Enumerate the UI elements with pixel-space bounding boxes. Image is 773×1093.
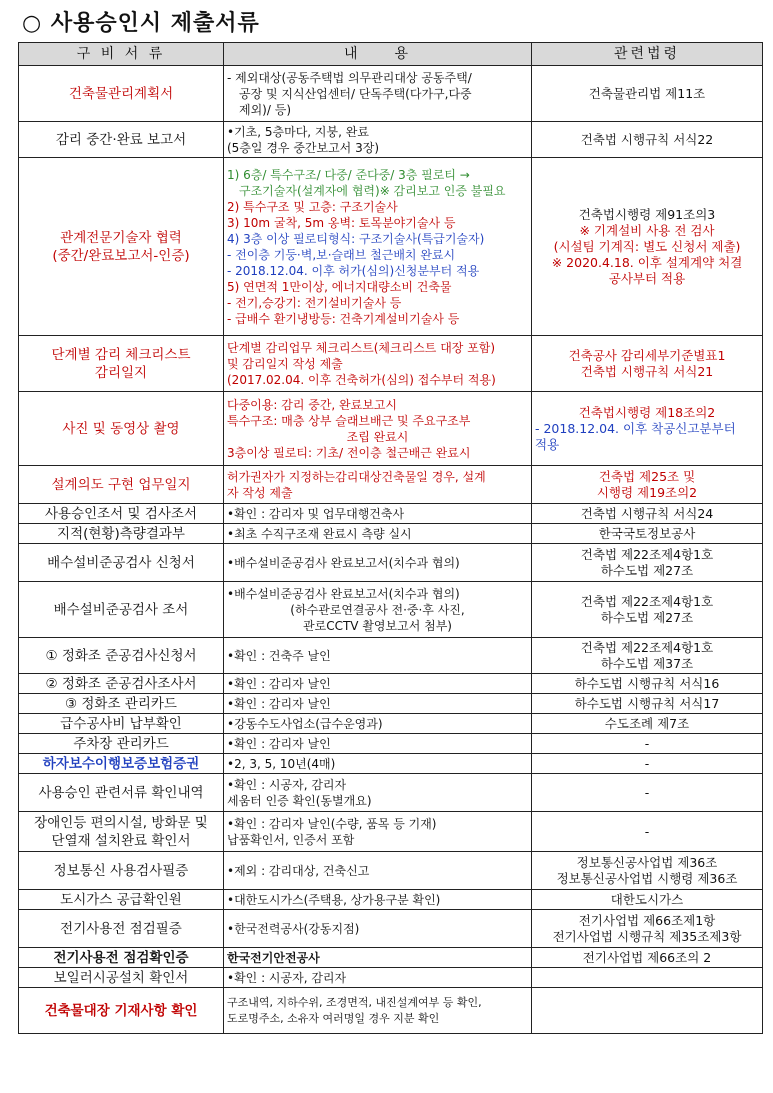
content-cell (224, 754, 532, 774)
content-cell (224, 582, 532, 638)
document-name: ③ 정화조 관리카드 (65, 695, 177, 712)
law-cell (532, 714, 763, 734)
content-line: (2017.02.04. 이후 건축허가(심의) 접수부터 적용) (227, 372, 496, 387)
document-table (18, 42, 763, 1034)
content-line: •확인 : 감리자 날인 (227, 696, 331, 711)
content-cell (224, 638, 532, 674)
law-cell (532, 392, 763, 466)
law-reference: - 2018.12.04. 이후 착공신고분부터 (535, 420, 736, 436)
document-name-cell (19, 336, 224, 392)
table-row (19, 544, 763, 582)
law-reference: 건축법 제22조제4항1호 (580, 546, 714, 562)
law-cell (532, 734, 763, 754)
law-cell (532, 694, 763, 714)
document-name: ② 정화조 준공검사조사서 (45, 675, 197, 692)
law-reference: 건축법시행령 제91조의3 (578, 206, 716, 222)
law-reference: 건축공사 감리세부기준별표1 (568, 347, 726, 363)
law-reference: - (644, 784, 650, 800)
document-name: 장애인등 편의시설, 방화문 및 (34, 814, 208, 831)
content-line: 5) 연면적 1만이상, 에너지대량소비 건축물 (227, 279, 452, 294)
document-name-cell (19, 852, 224, 890)
law-cell (532, 910, 763, 948)
law-reference: ※ 2020.4.18. 이후 설계계약 처결 (551, 254, 743, 270)
header-content: 내 용 (224, 43, 532, 66)
content-line: 제외)/ 등) (239, 102, 291, 117)
document-name: 전기사용전 점검필증 (60, 920, 182, 937)
document-name: 사용승인 관련서류 확인내역 (38, 784, 204, 801)
law-reference: 건축법 제22조제4항1호 (580, 593, 714, 609)
content-line: •확인 : 시공자, 감리자 (227, 777, 347, 792)
law-cell (532, 544, 763, 582)
content-cell (224, 392, 532, 466)
content-line: •한국전력공사(강동지점) (227, 921, 360, 936)
document-name: 지적(현황)측량결과부 (57, 525, 185, 542)
content-line: 4) 3층 이상 필로티형식: 구조기술사(특급기술자) (227, 231, 485, 246)
table-row (19, 694, 763, 714)
content-cell (224, 66, 532, 122)
document-name-cell (19, 504, 224, 524)
page-title: ○ 사용승인시 제출서류 (22, 11, 260, 36)
document-name: 하자보수이행보증보험증권 (42, 755, 200, 772)
content-line: 세움터 인증 확인(동별개요) (227, 793, 372, 808)
law-reference: 대한도시가스 (610, 891, 684, 907)
content-line: 구조기술자(설계자에 협력)※ 감리보고 인증 불필요 (239, 183, 506, 198)
document-name-cell (19, 694, 224, 714)
document-name: 배수설비준공검사 조서 (53, 601, 189, 618)
document-name-cell (19, 774, 224, 812)
content-line: 납품확인서, 인증서 포함 (227, 832, 355, 847)
content-cell (224, 968, 532, 988)
content-line: 2) 특수구조 및 고층: 구조기술사 (227, 199, 398, 214)
document-name: 주차장 관리카드 (73, 735, 169, 752)
law-cell (532, 754, 763, 774)
law-reference: 한국국토정보공사 (598, 525, 696, 541)
table-row (19, 968, 763, 988)
law-reference: 전기사업법 제66조의 2 (582, 949, 712, 965)
law-reference: 하수도법 제37조 (600, 655, 694, 671)
table-row (19, 66, 763, 122)
content-cell (224, 122, 532, 158)
document-name: 급수공사비 납부확인 (60, 715, 182, 732)
table-row (19, 638, 763, 674)
document-name: 감리 중간·완료 보고서 (55, 131, 187, 148)
content-line: •확인 : 감리자 날인 (227, 736, 331, 751)
content-line: 조립 완료시 (346, 429, 409, 444)
content-line: - 제외대상(공동주택법 의무관리대상 공동주택/ (227, 70, 472, 85)
content-line: 3) 10m 굴착, 5m 옹벽: 토목분야기술사 등 (227, 215, 456, 230)
law-reference: 정보통신공사업법 제36조 (576, 854, 718, 870)
document-name-cell (19, 524, 224, 544)
content-line: •강동수도사업소(급수운영과) (227, 716, 383, 731)
law-cell (532, 158, 763, 336)
law-cell (532, 774, 763, 812)
law-cell (532, 582, 763, 638)
table-row (19, 734, 763, 754)
law-reference: 건축법 시행규칙 서식21 (580, 363, 714, 379)
content-line: •제외 : 감리대상, 건축신고 (227, 863, 370, 878)
content-line: •2, 3, 5, 10년(4매) (227, 756, 336, 771)
content-line: 및 감리일지 작성 제출 (227, 356, 343, 371)
document-name-cell (19, 948, 224, 968)
content-cell (224, 504, 532, 524)
content-cell (224, 988, 532, 1034)
table-row (19, 466, 763, 504)
law-reference: 건축법 시행규칙 서식24 (580, 505, 714, 521)
document-name-cell (19, 582, 224, 638)
content-line: (하수관로연결공사 전·중·후 사진, (290, 602, 465, 617)
law-reference: 건축법 제22조제4항1호 (580, 639, 714, 655)
law-cell (532, 948, 763, 968)
content-line: 도로명주소, 소유자 여러명일 경우 지분 확인 (227, 1011, 440, 1025)
document-name: ① 정화조 준공검사신청서 (45, 647, 197, 664)
content-line: •대한도시가스(주택용, 상가용구분 확인) (227, 892, 441, 907)
content-cell (224, 852, 532, 890)
law-reference: (시설팀 기계직: 별도 신청서 제출) (553, 238, 741, 254)
table-header-row (19, 43, 763, 66)
content-line: - 2018.12.04. 이후 허가(심의)신청분부터 적용 (227, 263, 480, 278)
table-row (19, 524, 763, 544)
table-row (19, 504, 763, 524)
content-cell (224, 524, 532, 544)
document-name-cell (19, 714, 224, 734)
document-name: 관계전문기술자 협력 (60, 229, 182, 246)
law-reference: 하수도법 제27조 (600, 562, 694, 578)
law-cell (532, 988, 763, 1034)
content-line: •기초, 5층마다, 지붕, 완료 (227, 124, 369, 139)
content-line: - 전기,승강기: 전기설비기술사 등 (227, 295, 402, 310)
law-reference: 정보통신공사업법 시행령 제36조 (556, 870, 738, 886)
table-row (19, 774, 763, 812)
document-name: (중간/완료보고서-인증) (52, 247, 190, 264)
document-name: 건축물대장 기재사항 확인 (44, 1002, 198, 1019)
content-line: - 급배수 환기냉방등: 건축기계설비기술사 등 (227, 311, 460, 326)
document-name: 사진 및 동영상 촬영 (62, 420, 180, 437)
law-reference: 하수도법 제27조 (600, 609, 694, 625)
law-cell (532, 968, 763, 988)
law-cell (532, 852, 763, 890)
content-line: •확인 : 시공자, 감리자 (227, 970, 347, 985)
content-cell (224, 890, 532, 910)
law-reference: ※ 기계설비 사용 전 검사 (579, 222, 715, 238)
content-line: •최초 수직구조재 완료시 측량 실시 (227, 526, 412, 541)
content-line: 1) 6층/ 특수구조/ 다중/ 준다중/ 3층 필로티 → (227, 167, 470, 182)
document-name-cell (19, 988, 224, 1034)
content-line: 한국전기안전공사 (227, 950, 320, 965)
law-reference: - (644, 735, 650, 751)
law-cell (532, 674, 763, 694)
table-row (19, 392, 763, 466)
document-name-cell (19, 466, 224, 504)
table-row (19, 890, 763, 910)
table-row (19, 948, 763, 968)
content-cell (224, 948, 532, 968)
table-row (19, 674, 763, 694)
document-name-cell (19, 544, 224, 582)
content-line: (5층일 경우 중간보고서 3장) (227, 140, 379, 155)
document-name-cell (19, 674, 224, 694)
content-cell (224, 812, 532, 852)
law-reference: 건축법 시행규칙 서식22 (580, 131, 714, 147)
table-row (19, 336, 763, 392)
table-row (19, 754, 763, 774)
content-line: 단계별 감리업무 체크리스트(체크리스트 대장 포함) (227, 340, 496, 355)
document-name-cell (19, 158, 224, 336)
document-name-cell (19, 66, 224, 122)
content-cell (224, 774, 532, 812)
law-cell (532, 122, 763, 158)
content-line: •확인 : 건축주 날인 (227, 648, 331, 663)
table-row (19, 158, 763, 336)
content-line: 3층이상 필로티: 기초/ 전이층 철근배근 완료시 (227, 445, 471, 460)
content-cell (224, 734, 532, 754)
law-cell (532, 890, 763, 910)
document-name-cell (19, 812, 224, 852)
content-cell (224, 694, 532, 714)
law-reference: 시행령 제19조의2 (596, 484, 698, 500)
content-cell (224, 466, 532, 504)
law-reference: - (644, 755, 650, 771)
document-name-cell (19, 638, 224, 674)
law-cell (532, 504, 763, 524)
table-row (19, 122, 763, 158)
header-law: 관련법령 (532, 43, 763, 66)
law-cell (532, 336, 763, 392)
law-reference: 하수도법 시행규칙 서식17 (574, 695, 720, 711)
content-cell (224, 336, 532, 392)
content-cell (224, 714, 532, 734)
table-row (19, 714, 763, 734)
document-name: 건축물관리계획서 (68, 85, 174, 102)
law-reference: 건축물관리법 제11조 (588, 85, 706, 101)
content-line: 다중이용: 감리 중간, 완료보고시 (227, 397, 397, 412)
table-row (19, 910, 763, 948)
document-name-cell (19, 910, 224, 948)
header-documents: 구 비 서 류 (19, 43, 224, 66)
table-row (19, 582, 763, 638)
document-name-cell (19, 890, 224, 910)
law-cell (532, 466, 763, 504)
law-reference: 적용 (535, 436, 560, 452)
law-reference: 전기사업법 시행규칙 제35조제3항 (552, 928, 742, 944)
law-reference: - (644, 823, 650, 839)
document-name: 단계별 감리 체크리스트 (51, 346, 191, 363)
content-cell (224, 158, 532, 336)
table-row (19, 852, 763, 890)
content-line: •확인 : 감리자 및 업무대행건축사 (227, 506, 405, 521)
content-cell (224, 674, 532, 694)
document-name: 보일러시공설치 확인서 (53, 969, 189, 986)
law-cell (532, 524, 763, 544)
table-body (19, 66, 763, 1034)
document-name: 도시가스 공급확인원 (60, 891, 182, 908)
content-cell (224, 544, 532, 582)
law-cell (532, 638, 763, 674)
content-cell (224, 910, 532, 948)
law-reference: 수도조례 제7조 (604, 715, 690, 731)
law-reference: 건축법시행령 제18조의2 (578, 404, 716, 420)
document-name-cell (19, 968, 224, 988)
content-line: •배수설비준공검사 완료보고서(치수과 협의) (227, 555, 460, 570)
content-line: •확인 : 감리자 날인 (227, 676, 331, 691)
table-row (19, 812, 763, 852)
law-reference: 전기사업법 제66조제1항 (578, 912, 716, 928)
content-line: 특수구조: 매층 상부 슬래브배근 및 주요구조부 (227, 413, 471, 428)
document-name: 설계의도 구현 업무일지 (51, 476, 191, 493)
document-name-cell (19, 754, 224, 774)
document-name: 감리일지 (94, 364, 148, 381)
law-cell (532, 66, 763, 122)
document-name: 정보통신 사용검사필증 (53, 862, 189, 879)
content-line: 구조내역, 지하수위, 조경면적, 내진설계여부 등 확인, (227, 995, 482, 1009)
content-line: - 전이층 기둥·벽,보·슬래브 철근배치 완료시 (227, 247, 456, 262)
document-name-cell (19, 122, 224, 158)
document-name: 전기사용전 점검확인증 (53, 949, 189, 966)
document-name: 사용승인조서 및 검사조서 (44, 505, 198, 522)
content-line: •확인 : 감리자 날인(수량, 품목 등 기재) (227, 816, 437, 831)
document-name-cell (19, 734, 224, 754)
document-name: 배수설비준공검사 신청서 (47, 554, 195, 571)
document-name: 단열재 설치완료 확인서 (51, 832, 191, 849)
table-row (19, 988, 763, 1034)
law-reference: 건축법 제25조 및 (598, 468, 696, 484)
law-cell (532, 812, 763, 852)
content-line: 허가권자가 지정하는감리대상건축물일 경우, 설계 (227, 469, 486, 484)
content-line: •배수설비준공검사 완료보고서(치수과 협의) (227, 586, 460, 601)
document-name-cell (19, 392, 224, 466)
law-reference: 공사부터 적용 (608, 270, 686, 286)
content-line: 자 작성 제출 (227, 485, 293, 500)
law-reference: 하수도법 시행규칙 서식16 (574, 675, 720, 691)
content-line: 관로CCTV 촬영보고서 첨부) (303, 618, 452, 633)
content-line: 공장 및 지식산업센터/ 단독주택(다가구,다중 (239, 86, 472, 101)
